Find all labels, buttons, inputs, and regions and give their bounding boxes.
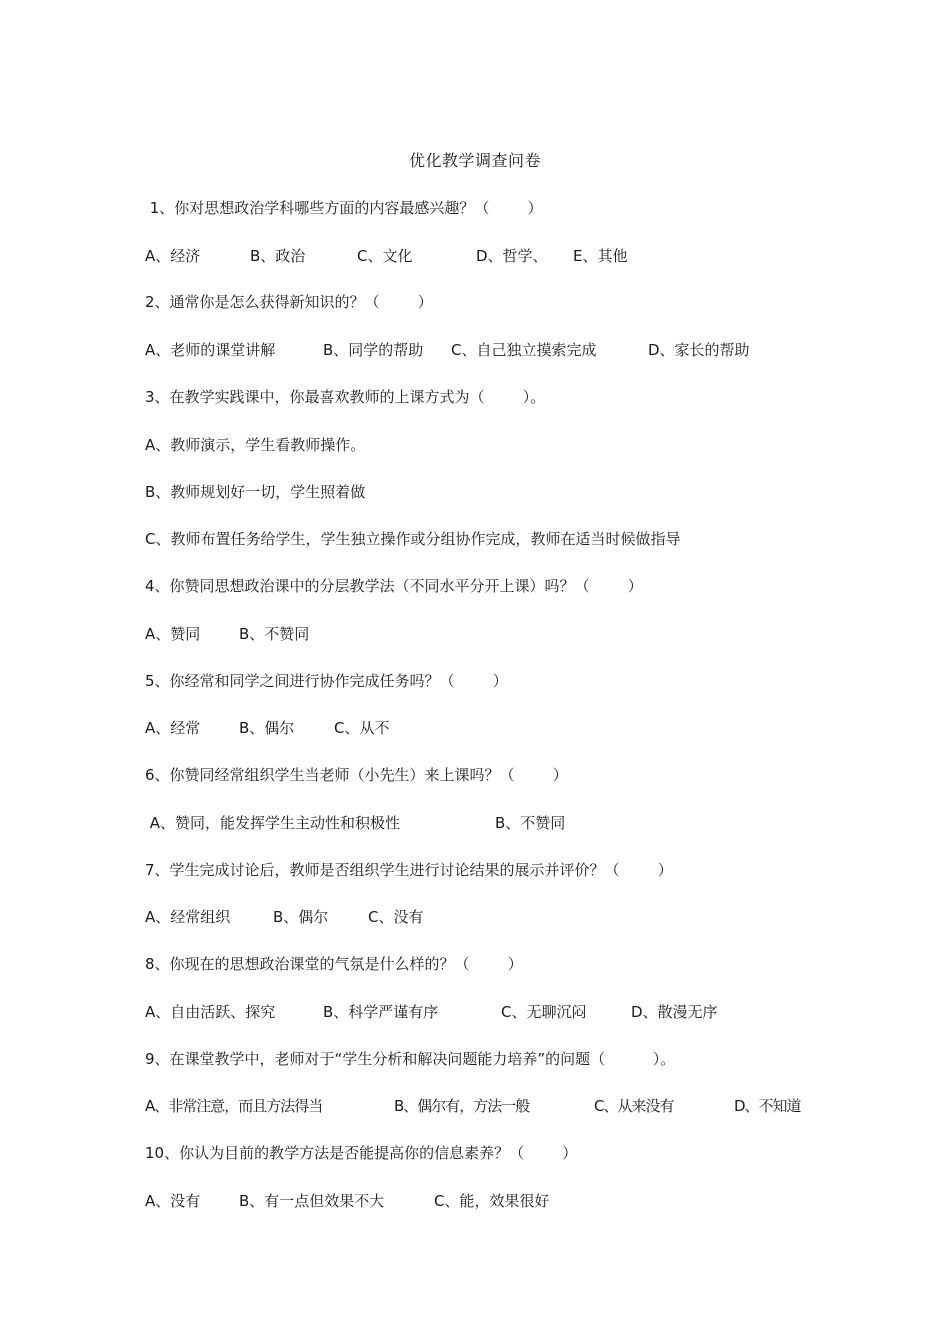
q7-option-a: A、经常组织 <box>145 908 231 926</box>
q4-option-b: B、不赞同 <box>239 625 310 643</box>
q5-option-c: C、从不 <box>334 719 390 737</box>
q6-option-a: A、赞同，能发挥学生主动性和积极性 <box>145 814 401 832</box>
question-3: 3、在教学实践课中，你最喜欢教师的上课方式为（ ）。 <box>145 388 546 406</box>
q5-option-b: B、偶尔 <box>239 719 295 737</box>
question-5: 5、你经常和同学之间进行协作完成任务吗？（ ） <box>145 672 508 690</box>
q7-option-b: B、偶尔 <box>273 908 329 926</box>
question-10: 10、你认为目前的教学方法是否能提高你的信息素养？（ ） <box>145 1144 578 1162</box>
q8-option-a: A、自由活跃、探究 <box>145 1003 276 1021</box>
q9-option-d: D、不知道 <box>734 1097 801 1115</box>
q9-option-a: A、非常注意，而且方法得当 <box>145 1097 323 1115</box>
question-2: 2、通常你是怎么获得新知识的？（ ） <box>145 293 433 311</box>
question-9: 9、在课堂教学中，老师对于“学生分析和解决问题能力培养”的问题（ ）。 <box>145 1050 676 1068</box>
q2-option-a: A、老师的课堂讲解 <box>145 341 276 359</box>
q5-option-a: A、经常 <box>145 719 201 737</box>
q10-option-b: B、有一点但效果不大 <box>239 1192 385 1210</box>
q1-option-e: E、其他 <box>573 247 628 265</box>
q3-option-a: A、教师演示，学生看教师操作。 <box>145 436 366 454</box>
question-8: 8、你现在的思想政治课堂的气氛是什么样的？（ ） <box>145 955 523 973</box>
q8-option-d: D、散漫无序 <box>631 1003 718 1021</box>
q1-option-c: C、文化 <box>357 247 413 265</box>
q6-option-b: B、不赞同 <box>495 814 566 832</box>
q1-option-d: D、哲学、 <box>476 247 548 265</box>
q9-option-b: B、偶尔有，方法一般 <box>394 1097 530 1115</box>
q9-option-c: C、从来没有 <box>594 1097 674 1115</box>
question-6: 6、你赞同经常组织学生当老师（小先生）来上课吗？（ ） <box>145 766 568 784</box>
question-1: 1、你对思想政治学科哪些方面的内容最感兴趣？（ ） <box>145 199 543 217</box>
q4-option-a: A、赞同 <box>145 625 201 643</box>
q10-option-a: A、没有 <box>145 1192 201 1210</box>
q2-option-c: C、自己独立摸索完成 <box>451 341 597 359</box>
q1-option-b: B、政治 <box>250 247 306 265</box>
q10-option-c: C、能，效果很好 <box>434 1192 550 1210</box>
q8-option-b: B、科学严谨有序 <box>323 1003 439 1021</box>
q3-option-b: B、教师规划好一切，学生照着做 <box>145 483 366 501</box>
q7-option-c: C、没有 <box>368 908 424 926</box>
q3-option-c: C、教师布置任务给学生，学生独立操作或分组协作完成，教师在适当时候做指导 <box>145 530 681 548</box>
q2-option-d: D、家长的帮助 <box>648 341 750 359</box>
q2-option-b: B、同学的帮助 <box>323 341 424 359</box>
q1-option-a: A、经济 <box>145 247 201 265</box>
q8-option-c: C、无聊沉闷 <box>501 1003 587 1021</box>
question-7: 7、学生完成讨论后，教师是否组织学生进行讨论结果的展示并评价？（ ） <box>145 861 673 879</box>
page-title: 优化教学调查问卷 <box>408 151 541 170</box>
question-4: 4、你赞同思想政治课中的分层教学法（不同水平分开上课）吗？（ ） <box>145 577 643 595</box>
